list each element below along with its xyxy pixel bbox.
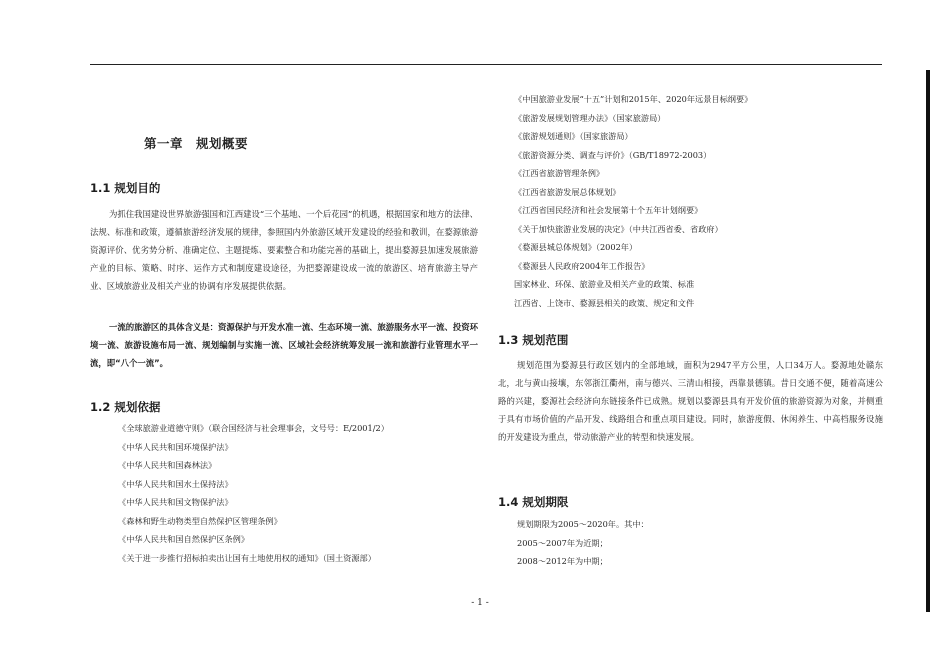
- list-item: 《中华人民共和国水土保持法》: [118, 478, 233, 489]
- list-item: 《婺源县人民政府2004年工作报告》: [514, 260, 650, 271]
- list-item: 《旅游规划通则》（国家旅游局）: [514, 131, 633, 141]
- list-item: 《旅游资源分类、调查与评价》（GB/T18972-2003）: [514, 149, 712, 160]
- section-title-purpose: 1.1 规划目的: [90, 181, 161, 195]
- list-item: 国家林业、环保、旅游业及相关产业的政策、标准: [514, 279, 695, 289]
- basis-list-left: [118, 419, 389, 567]
- section-title-scope: 1.3 规划范围: [498, 333, 569, 347]
- list-item: 《全球旅游业道德守则》（联合国经济与社会理事会，文号号：E/2001/2）: [118, 423, 389, 433]
- list-item: 2005～2007年为近期；: [517, 537, 608, 548]
- list-item: 2008～2012年为中期；: [517, 556, 608, 566]
- chapter-title: 第一章 规划概要: [144, 136, 249, 151]
- list-item: 《旅游发展规划管理办法》（国家旅游局）: [514, 112, 666, 123]
- list-item: 《中国旅游业发展“十五”计划和2015年、2020年远景目标纲要》: [514, 94, 753, 104]
- eight-firsts-paragraph: 一流的旅游区的具体含义是：资源保护与开发水准一流、生态环境一流、旅游服务水平一流、投资环境一流、旅游设施布局一流、规划编制与实施一流、区域社会经济统筹发展一流和旅游行业管理水平一流，即“八个一流”。: [90, 322, 478, 368]
- period-lines: [517, 515, 649, 571]
- purpose-paragraph: 为抓住我国建设世界旅游强国和江西建设“三个基地、一个后花园”的机遇，根据国家和地方的法律、法规、标准和政策，遵循旅游经济发展的规律，参照国内外旅游区域开发建设的经验和教训，在婺源旅游资源评价、优劣势分析、准确定位、主题提炼、要素整合和功能完善的基础上，提出婺源县加速发展旅游产业的目标、策略、时序、运作方式和制度建设途径，为把婺源建设成一流的旅游区、培育旅游主导产业、区域旅游业及相关产业的协调有序发展提供依据。: [90, 209, 478, 291]
- list-item: 《中华人民共和国文物保护法》: [118, 497, 233, 507]
- list-item: 《中华人民共和国森林法》: [118, 460, 217, 470]
- list-item: 《江西省旅游管理条例》: [514, 168, 605, 178]
- list-item: 江西省、上饶市、婺源县相关的政策、规定和文件: [514, 297, 695, 308]
- page-edge-bar: [926, 70, 930, 612]
- list-item: 《中华人民共和国环境保护法》: [118, 441, 233, 452]
- basis-list-right: [514, 90, 752, 312]
- scope-paragraph: 规划范围为婺源县行政区划内的全部地域，面积为2947平方公里，人口34万人。婺源地处赣东北，北与黄山接壤，东邻浙江衢州，南与德兴、三清山相接，西靠景德镇。昔日交通不便，随着高速公路的兴建，婺源社会经济向东链接条件已成熟。规划以婺源县具有开发价值的旅游资源为对象，并侧重于具有市场价值的产品开发、线路组合和重点项目建设。同时，旅游度假、休闲养生、中高档服务设施的开发建设为重点，带动旅游产业的转型和快速发展。: [498, 360, 883, 442]
- top-rule: [90, 64, 882, 65]
- list-item: 《中华人民共和国自然保护区条例》: [118, 534, 250, 544]
- list-item: 规划期限为2005～2020年。其中：: [517, 519, 649, 529]
- list-item: 《江西省国民经济和社会发展第十个五年计划纲要》: [514, 205, 703, 215]
- list-item: 《森林和野生动物类型自然保护区管理条例》: [118, 515, 282, 526]
- page-number: - 1 -: [471, 598, 489, 608]
- list-item: 《婺源县城总体规划》（2002年）: [514, 242, 638, 252]
- section-title-basis: 1.2 规划依据: [90, 400, 161, 414]
- list-item: 《关于进一步推行招标拍卖出让国有土地使用权的通知》（国土资源部）: [118, 552, 376, 563]
- section-title-period: 1.4 规划期限: [498, 495, 569, 509]
- list-item: 《江西省旅游发展总体规划》: [514, 186, 621, 197]
- list-item: 《关于加快旅游业发展的决定》（中共江西省委、省政府）: [514, 223, 723, 234]
